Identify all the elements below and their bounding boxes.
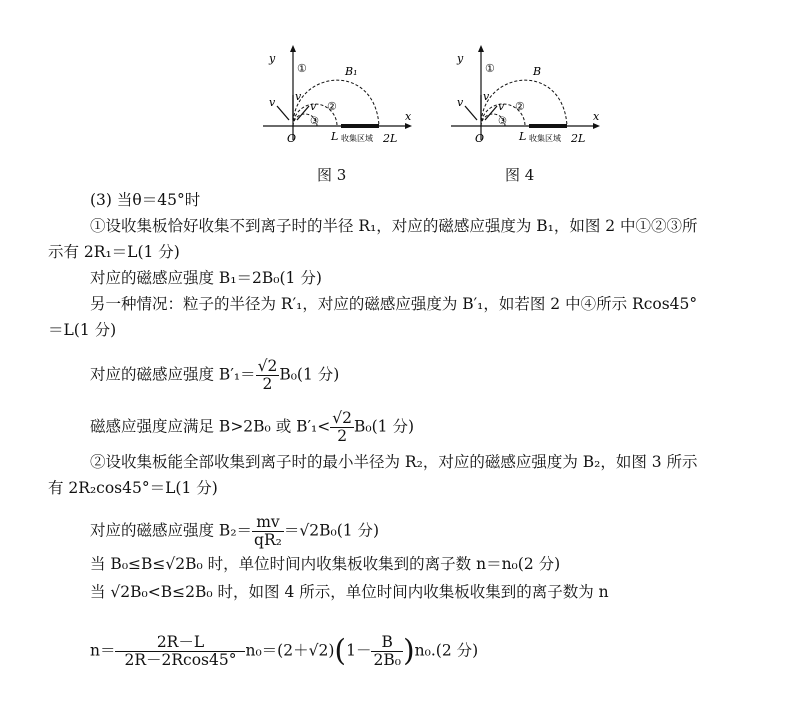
figure-4-caption: 图 4 bbox=[505, 166, 535, 184]
n-inner-num: B bbox=[371, 634, 402, 652]
line-r1-definition: ①设收集板恰好收集不到离子时的半径 R₁，对应的磁感应强度为 B₁，如图 2 中①②③所 bbox=[90, 217, 698, 235]
n-fraction bbox=[115, 634, 245, 669]
line-n-formula bbox=[90, 634, 478, 669]
n-num: 2R－L bbox=[115, 634, 245, 652]
fig4-region: 收集区域 bbox=[529, 134, 561, 143]
b1-prime-prefix: 对应的磁感应强度 B′₁＝ bbox=[90, 365, 256, 384]
fig3-axis-y: y bbox=[269, 52, 276, 65]
fig3-v-up: v bbox=[295, 90, 302, 103]
n-one-minus: 1－ bbox=[346, 641, 372, 660]
figure-3-diagram bbox=[255, 40, 425, 152]
line-r2-definition: ②设收集板能全部收集到离子时的最小半径为 R₂，对应的磁感应强度为 B₂，如图 3 所示 bbox=[90, 453, 698, 471]
b2-prefix: 对应的磁感应强度 B₂＝ bbox=[90, 521, 253, 540]
line-condition bbox=[90, 410, 414, 445]
fig4-circle-1: ① bbox=[485, 62, 495, 75]
b2-den: qR₂ bbox=[254, 531, 282, 549]
n-bracket-left: ( bbox=[334, 633, 347, 669]
b1-prime-fraction bbox=[256, 358, 280, 393]
n-inner-fraction bbox=[371, 634, 402, 669]
n-prefix: n＝ bbox=[90, 641, 116, 660]
fig4-axis-y: y bbox=[457, 52, 464, 65]
line-case-2: 当 √2B₀<B≤2B₀ 时，如图 4 所示，单位时间内收集板收集到的离子数为 n bbox=[90, 583, 609, 601]
fig3-origin: O bbox=[287, 132, 297, 145]
fig4-v-right: v bbox=[498, 100, 505, 113]
fig3-v-right: v bbox=[310, 100, 317, 113]
fig3-field: B₁ bbox=[345, 65, 358, 78]
line-other-case-cont: ＝L(1 分) bbox=[48, 321, 117, 339]
fig4-origin: O bbox=[475, 132, 485, 145]
b1-prime-num: √2 bbox=[257, 357, 278, 375]
figure-4-diagram bbox=[443, 40, 613, 152]
fig4-v-left: v bbox=[457, 96, 464, 109]
n-den: 2R－2Rcos45° bbox=[124, 651, 237, 669]
condition-num: √2 bbox=[332, 409, 352, 427]
n-inner-den: 2B₀ bbox=[373, 651, 401, 669]
condition-fraction bbox=[330, 410, 354, 445]
line-b1-value: 对应的磁感应强度 B₁＝2B₀(1 分) bbox=[90, 269, 322, 287]
condition-suffix: B₀(1 分) bbox=[354, 417, 414, 436]
line-2r1-equation: 示有 2R₁＝L(1 分) bbox=[48, 243, 180, 261]
condition-den: 2 bbox=[337, 427, 348, 445]
fig4-circle-3: ③ bbox=[498, 116, 507, 127]
line-2r2-equation: 有 2R₂cos45°＝L(1 分) bbox=[48, 479, 218, 497]
fig3-circle-1: ① bbox=[297, 62, 307, 75]
fig3-axis-x: x bbox=[405, 110, 412, 123]
n-bracket-right: ) bbox=[402, 633, 415, 669]
b1-prime-den: 2 bbox=[262, 375, 273, 393]
b2-num: mv bbox=[252, 514, 284, 532]
fig4-v-up: v bbox=[483, 90, 490, 103]
b1-prime-suffix: B₀(1 分) bbox=[279, 365, 340, 384]
fig3-v-left: v bbox=[269, 96, 276, 109]
line-b2-value bbox=[90, 514, 379, 549]
fig4-circle-2: ② bbox=[515, 100, 525, 113]
condition-prefix: 磁感应强度应满足 B>2B₀ 或 B′₁< bbox=[90, 417, 331, 436]
b2-fraction bbox=[252, 514, 284, 549]
fig3-circle-2: ② bbox=[327, 100, 337, 113]
part-3-heading: (3) 当θ＝45°时 bbox=[90, 191, 201, 209]
figure-3-caption: 图 3 bbox=[317, 166, 347, 184]
n-suffix: n₀.(2 分) bbox=[414, 641, 479, 660]
fig4-field: B bbox=[533, 65, 542, 78]
fig3-mark-2L: 2L bbox=[383, 132, 398, 145]
line-case-1: 当 B₀≤B≤√2B₀ 时，单位时间内收集板收集到的离子数 n＝n₀(2 分) bbox=[90, 555, 561, 573]
fig3-region: 收集区域 bbox=[341, 134, 373, 143]
fig4-mark-2L: 2L bbox=[571, 132, 586, 145]
line-other-case: 另一种情况：粒子的半径为 R′₁，对应的磁感应强度为 B′₁，如若图 2 中④所示 Rcos45° bbox=[90, 295, 698, 313]
fig3-mark-L: L bbox=[331, 130, 339, 143]
line-b1-prime-value bbox=[90, 358, 339, 393]
fig3-circle-3: ③ bbox=[310, 116, 319, 127]
n-middle: n₀＝(2＋√2) bbox=[245, 641, 335, 660]
fig4-mark-L: L bbox=[519, 130, 527, 143]
fig4-axis-x: x bbox=[593, 110, 600, 123]
b2-suffix: ＝√2B₀(1 分) bbox=[283, 521, 380, 540]
